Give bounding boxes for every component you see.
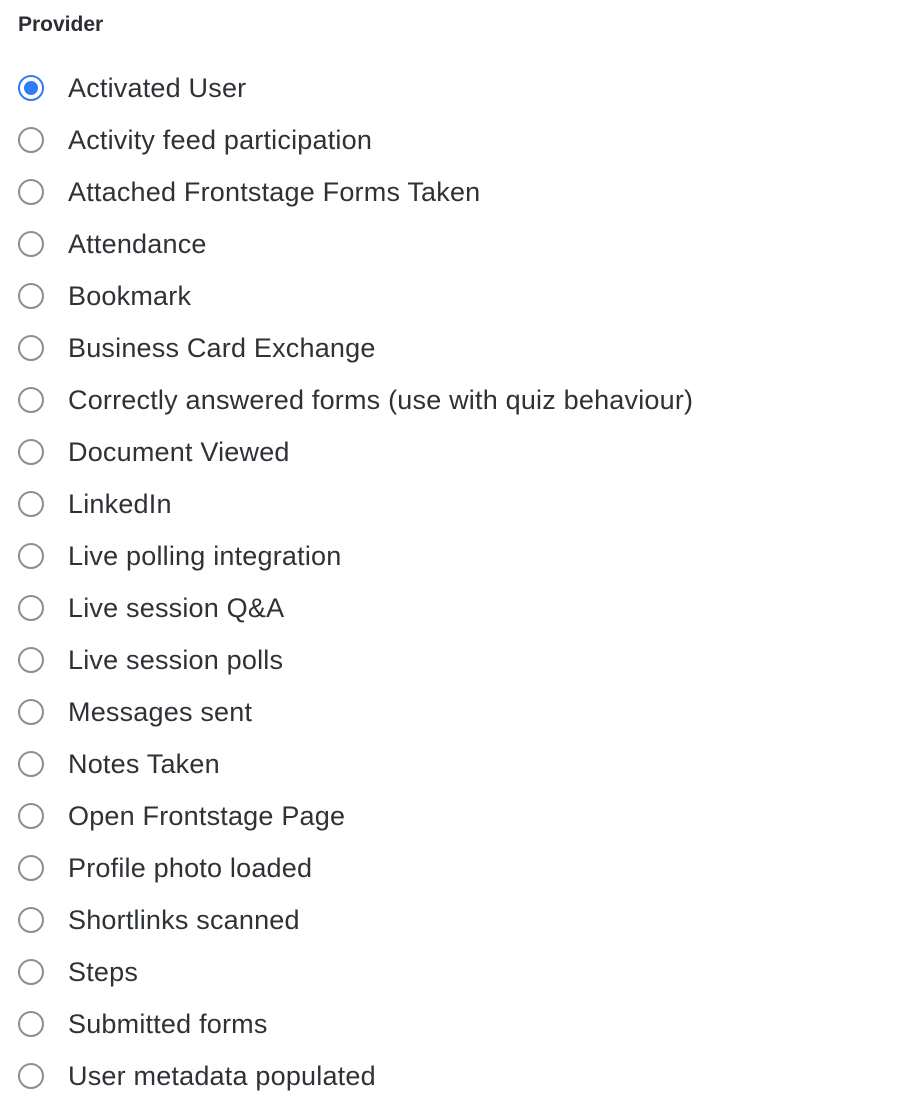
radio-unchecked-icon[interactable] <box>18 127 44 153</box>
provider-option[interactable] <box>18 634 922 686</box>
radio-unchecked-icon[interactable] <box>18 959 44 985</box>
provider-option-label: Notes Taken <box>68 748 220 779</box>
provider-option-label: User metadata populated <box>68 1060 376 1091</box>
provider-option[interactable] <box>18 322 922 374</box>
radio-unchecked-icon[interactable] <box>18 543 44 569</box>
provider-option[interactable] <box>18 530 922 582</box>
radio-unchecked-icon[interactable] <box>18 907 44 933</box>
provider-option[interactable] <box>18 894 922 946</box>
radio-unchecked-icon[interactable] <box>18 179 44 205</box>
provider-option-label: Bookmark <box>68 280 192 311</box>
provider-option[interactable] <box>18 998 922 1050</box>
provider-option-label: Business Card Exchange <box>68 332 376 363</box>
radio-unchecked-icon[interactable] <box>18 387 44 413</box>
provider-option-label: Steps <box>68 956 139 987</box>
provider-option-label: Attendance <box>68 228 207 259</box>
radio-unchecked-icon[interactable] <box>18 1063 44 1089</box>
radio-unchecked-icon[interactable] <box>18 855 44 881</box>
radio-unchecked-icon[interactable] <box>18 803 44 829</box>
provider-option[interactable] <box>18 62 922 114</box>
provider-options-list <box>18 62 922 1102</box>
radio-unchecked-icon[interactable] <box>18 699 44 725</box>
provider-option-label: Attached Frontstage Forms Taken <box>68 176 481 207</box>
provider-option[interactable] <box>18 426 922 478</box>
provider-option-label: Open Frontstage Page <box>68 800 346 831</box>
provider-option[interactable] <box>18 218 922 270</box>
provider-option[interactable] <box>18 582 922 634</box>
provider-option-label: Document Viewed <box>68 436 290 467</box>
radio-unchecked-icon[interactable] <box>18 595 44 621</box>
provider-option[interactable] <box>18 790 922 842</box>
radio-unchecked-icon[interactable] <box>18 439 44 465</box>
radio-unchecked-icon[interactable] <box>18 283 44 309</box>
provider-option[interactable] <box>18 738 922 790</box>
radio-checked-icon[interactable] <box>18 75 44 101</box>
provider-option-label: LinkedIn <box>68 488 172 519</box>
provider-option-label: Live session polls <box>68 644 284 675</box>
provider-option[interactable] <box>18 270 922 322</box>
radio-unchecked-icon[interactable] <box>18 1011 44 1037</box>
radio-unchecked-icon[interactable] <box>18 335 44 361</box>
provider-option-label: Activated User <box>68 72 247 103</box>
provider-option-label: Live polling integration <box>68 540 342 571</box>
provider-option[interactable] <box>18 946 922 998</box>
provider-option[interactable] <box>18 1050 922 1102</box>
provider-option[interactable] <box>18 114 922 166</box>
radio-unchecked-icon[interactable] <box>18 751 44 777</box>
provider-option-label: Messages sent <box>68 696 253 727</box>
provider-option[interactable] <box>18 374 922 426</box>
provider-option-label: Profile photo loaded <box>68 852 313 883</box>
provider-option-label: Shortlinks scanned <box>68 904 300 935</box>
provider-option-label: Live session Q&A <box>68 592 285 623</box>
radio-unchecked-icon[interactable] <box>18 491 44 517</box>
provider-option-label: Submitted forms <box>68 1008 268 1039</box>
radio-dot-icon <box>24 81 38 95</box>
provider-option[interactable] <box>18 842 922 894</box>
provider-group-label: Provider <box>18 13 104 36</box>
provider-option[interactable] <box>18 478 922 530</box>
radio-unchecked-icon[interactable] <box>18 647 44 673</box>
provider-option-label: Correctly answered forms (use with quiz behaviour) <box>68 384 694 415</box>
provider-option-label: Activity feed participation <box>68 124 373 155</box>
provider-option[interactable] <box>18 686 922 738</box>
radio-unchecked-icon[interactable] <box>18 231 44 257</box>
provider-option[interactable] <box>18 166 922 218</box>
